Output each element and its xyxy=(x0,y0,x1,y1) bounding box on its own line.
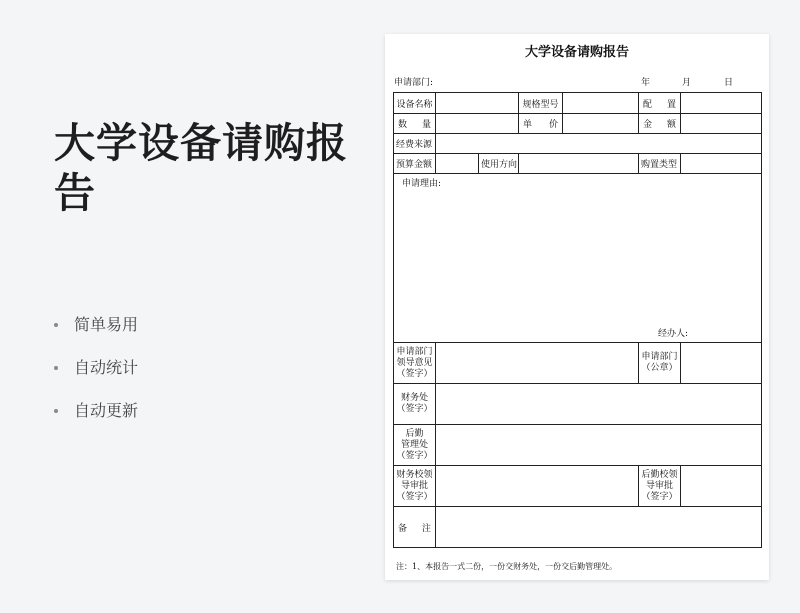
finance-label xyxy=(394,384,436,425)
amount-char-2: 额 xyxy=(666,120,676,130)
dept-leader-line-3: （签字） xyxy=(396,368,433,379)
logistics-leader-value xyxy=(681,466,762,507)
unit-price-value xyxy=(563,114,639,134)
finance-leader-label xyxy=(394,466,436,507)
logistics-line-3: （签字） xyxy=(396,450,433,461)
dept-leader-line-2: 领导意见 xyxy=(396,357,433,368)
logistics-leader-line-3: （签字） xyxy=(641,491,678,502)
document-preview xyxy=(385,34,769,580)
quantity-value xyxy=(436,114,519,134)
logistics-label xyxy=(394,425,436,466)
amount-label xyxy=(639,114,681,134)
equipment-name-value xyxy=(436,93,519,114)
remarks-value xyxy=(436,507,762,548)
year-label: 年 xyxy=(641,78,651,88)
finance-leader-line-1: 财务校领 xyxy=(396,469,433,480)
reason-label: 申请理由: xyxy=(402,179,442,189)
footnote: 注：1、本报告一式二份，一份交财务处，一份交后勤管理处。 xyxy=(396,562,618,571)
spec-model-value xyxy=(563,93,639,114)
remarks-label xyxy=(394,507,436,548)
config-label xyxy=(639,93,681,114)
feature-list xyxy=(54,312,138,441)
dept-seal-line-1: 申请部门 xyxy=(641,352,678,362)
handler-label: 经办人: xyxy=(658,329,689,339)
dept-seal-line-2: （公章） xyxy=(641,363,678,373)
bullet-icon xyxy=(54,323,58,327)
purchase-type-label: 购置类型 xyxy=(639,154,681,174)
feature-item xyxy=(54,398,138,441)
config-char-2: 置 xyxy=(666,99,676,110)
funding-source-label: 经费来源 xyxy=(394,134,436,154)
feature-item xyxy=(54,312,138,355)
remarks-char-2: 注 xyxy=(421,523,431,534)
bullet-icon xyxy=(54,366,58,370)
config-char-1: 配 xyxy=(643,99,653,110)
dept-seal-label xyxy=(639,343,681,384)
config-value xyxy=(681,93,762,114)
logistics-line-1: 后勤 xyxy=(405,428,424,439)
finance-line-2: （签字） xyxy=(396,404,433,414)
day-label: 日 xyxy=(724,78,734,88)
budget-value xyxy=(436,154,479,174)
unit-price-label xyxy=(519,114,563,134)
month-label: 月 xyxy=(682,78,692,88)
dept-seal-value xyxy=(681,343,762,384)
purchase-type-value xyxy=(681,154,762,174)
bullet-icon xyxy=(54,409,58,413)
feature-label: 简单易用 xyxy=(74,315,139,334)
usage-value xyxy=(519,154,639,174)
finance-value xyxy=(436,384,762,425)
dept-leader-label xyxy=(394,343,436,384)
hero-title: 大学设备请购报告 xyxy=(54,119,348,217)
unit-price-char-2: 价 xyxy=(548,120,558,130)
funding-source-value xyxy=(436,134,762,154)
finance-line-1: 财务处 xyxy=(400,393,428,403)
remarks-char-1: 备 xyxy=(398,523,408,534)
logistics-line-2: 管理处 xyxy=(400,439,428,450)
usage-label: 使用方向 xyxy=(479,154,519,174)
logistics-leader-line-1: 后勤校领 xyxy=(641,469,678,480)
document-title: 大学设备请购报告 xyxy=(524,45,629,60)
amount-char-1: 金 xyxy=(643,120,653,130)
dept-leader-value xyxy=(436,343,639,384)
unit-price-char-1: 单 xyxy=(523,120,533,130)
feature-label: 自动统计 xyxy=(74,358,139,377)
quantity-char-1: 数 xyxy=(398,120,408,130)
reason-cell xyxy=(394,174,762,343)
spec-model-label: 规格型号 xyxy=(519,93,563,114)
budget-label: 预算金额 xyxy=(394,154,436,174)
feature-item xyxy=(54,355,138,398)
dept-label: 申请部门: xyxy=(394,78,434,88)
amount-value xyxy=(681,114,762,134)
finance-leader-line-3: （签字） xyxy=(396,491,433,502)
logistics-leader-label xyxy=(639,466,681,507)
quantity-label xyxy=(394,114,436,134)
equipment-name-label: 设备名称 xyxy=(394,93,436,114)
logistics-value xyxy=(436,425,762,466)
finance-leader-value xyxy=(436,466,639,507)
finance-leader-line-2: 导审批 xyxy=(400,480,428,491)
request-form-table xyxy=(393,92,762,548)
dept-leader-line-1: 申请部门 xyxy=(396,346,433,357)
quantity-char-2: 量 xyxy=(421,120,431,130)
logistics-leader-line-2: 导审批 xyxy=(645,480,673,491)
feature-label: 自动更新 xyxy=(74,401,139,420)
